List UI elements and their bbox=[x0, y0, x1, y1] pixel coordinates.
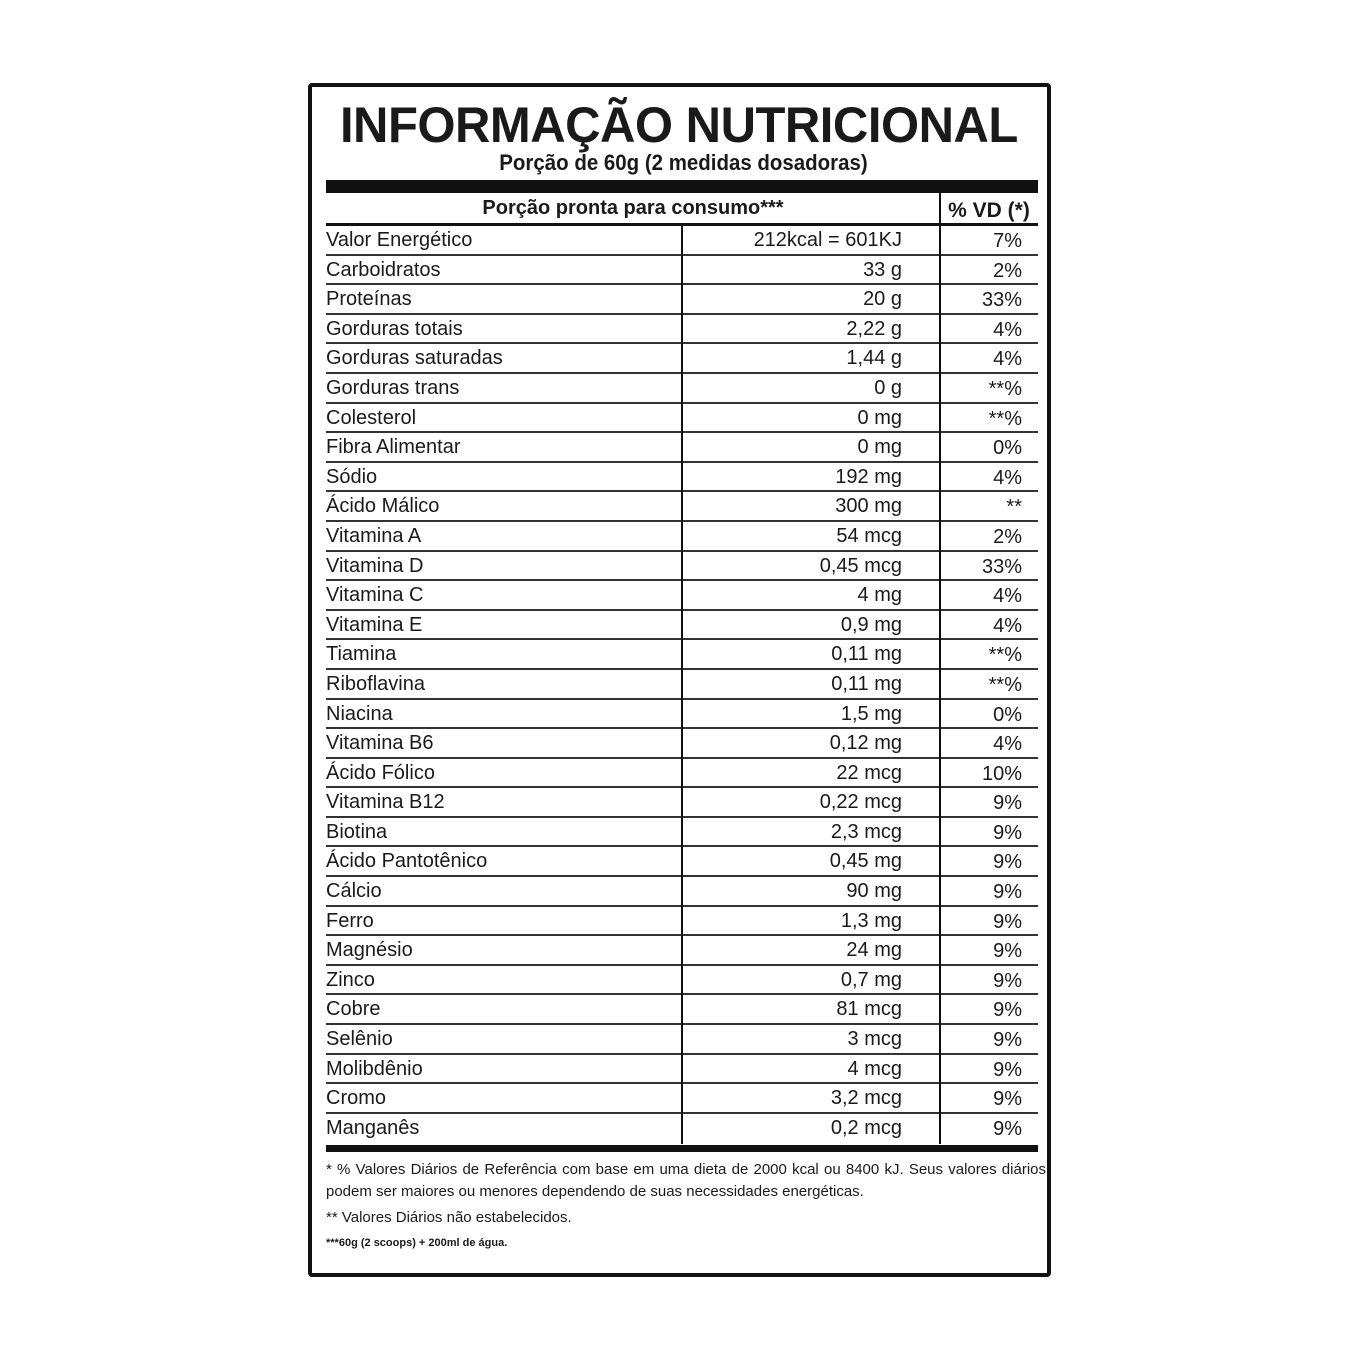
nutrient-name: Vitamina B12 bbox=[326, 791, 445, 814]
column-divider bbox=[939, 847, 941, 877]
table-row bbox=[326, 1055, 1038, 1085]
column-divider bbox=[939, 404, 941, 434]
nutrient-amount: 212kcal = 601KJ bbox=[753, 229, 902, 251]
nutrient-name: Ácido Fólico bbox=[326, 761, 435, 784]
table-row bbox=[326, 492, 1038, 522]
label-title: INFORMAÇÃO NUTRICIONAL bbox=[339, 97, 1018, 153]
nutrient-name: Vitamina A bbox=[326, 524, 422, 547]
table-row bbox=[326, 522, 1038, 552]
nutrient-vd: 4% bbox=[993, 614, 1022, 637]
nutrient-name: Proteínas bbox=[326, 288, 412, 311]
nutrient-vd: 9% bbox=[993, 999, 1022, 1022]
nutrient-name: Ácido Málico bbox=[326, 495, 440, 518]
column-divider bbox=[939, 788, 941, 818]
table-row bbox=[326, 1084, 1038, 1114]
nutrient-vd: 33% bbox=[981, 555, 1022, 578]
table-row bbox=[326, 226, 1038, 256]
nutrient-vd: 0% bbox=[993, 703, 1022, 726]
nutrient-vd: 9% bbox=[993, 1088, 1022, 1111]
nutrient-vd: 4% bbox=[993, 318, 1022, 341]
nutrient-vd: 9% bbox=[993, 1117, 1022, 1140]
table-row bbox=[326, 463, 1038, 493]
table-row bbox=[326, 640, 1038, 670]
nutrient-vd: 4% bbox=[993, 733, 1022, 756]
nutrient-name: Fibra Alimentar bbox=[326, 436, 461, 459]
column-divider bbox=[939, 256, 941, 286]
nutrient-vd: 9% bbox=[993, 940, 1022, 963]
nutrient-amount: 0,2 mcg bbox=[830, 1116, 902, 1139]
footnote-not-established: ** Valores Diários não estabelecidos. bbox=[326, 1209, 572, 1226]
column-divider bbox=[939, 226, 941, 256]
column-divider bbox=[939, 344, 941, 374]
nutrient-name: Molibdênio bbox=[326, 1057, 423, 1080]
nutrient-amount: 0,11 mg bbox=[831, 643, 902, 666]
column-divider bbox=[939, 463, 941, 493]
nutrient-amount: 192 mg bbox=[835, 465, 902, 488]
nutrient-name: Biotina bbox=[326, 820, 388, 843]
nutrient-name: Sódio bbox=[326, 465, 378, 488]
nutrient-amount: 90 mg bbox=[846, 880, 902, 903]
nutrient-vd: 0% bbox=[993, 437, 1022, 460]
nutrient-name: Cálcio bbox=[326, 880, 382, 903]
nutrient-amount: 33 g bbox=[863, 258, 902, 281]
nutrient-vd: **% bbox=[988, 377, 1022, 400]
table-row bbox=[326, 374, 1038, 404]
column-divider bbox=[939, 1114, 941, 1144]
table-row bbox=[326, 1114, 1038, 1144]
column-divider bbox=[939, 729, 941, 759]
nutrient-amount: 0,9 mg bbox=[840, 613, 902, 636]
nutrient-vd: 4% bbox=[993, 585, 1022, 608]
nutrient-name: Valor Energético bbox=[326, 229, 473, 251]
nutrient-amount: 0,7 mg bbox=[840, 968, 902, 991]
table-row bbox=[326, 433, 1038, 463]
column-divider bbox=[939, 581, 941, 611]
nutrient-name: Gorduras totais bbox=[326, 317, 463, 340]
nutrient-name: Colesterol bbox=[326, 406, 417, 429]
table-row bbox=[326, 670, 1038, 700]
nutrient-amount: 54 mcg bbox=[836, 524, 902, 547]
nutrient-vd: **% bbox=[988, 673, 1022, 696]
nutrient-amount: 24 mg bbox=[846, 939, 902, 962]
column-divider bbox=[939, 1025, 941, 1055]
nutrient-vd: 2% bbox=[993, 259, 1022, 282]
nutrition-facts-label bbox=[308, 83, 1051, 1277]
table-row bbox=[326, 877, 1038, 907]
nutrient-vd: 9% bbox=[993, 1029, 1022, 1052]
nutrient-name: Selênio bbox=[326, 1028, 393, 1051]
column-divider bbox=[939, 1055, 941, 1085]
column-divider bbox=[939, 522, 941, 552]
nutrient-name: Niacina bbox=[326, 702, 393, 725]
nutrient-amount: 1,3 mg bbox=[840, 909, 902, 932]
column-divider bbox=[939, 877, 941, 907]
nutrient-name: Vitamina D bbox=[326, 554, 424, 577]
column-divider bbox=[939, 433, 941, 463]
nutrient-name: Zinco bbox=[326, 968, 375, 991]
nutrient-name: Carboidratos bbox=[326, 258, 441, 281]
nutrient-amount: 3,2 mcg bbox=[830, 1087, 902, 1110]
nutrient-name: Ferro bbox=[326, 909, 374, 932]
column-divider bbox=[939, 1084, 941, 1114]
nutrient-amount: 1,5 mg bbox=[840, 702, 902, 725]
nutrient-amount: 0,45 mcg bbox=[819, 554, 902, 577]
nutrient-amount: 0 mg bbox=[857, 436, 902, 459]
nutrient-vd: 2% bbox=[993, 525, 1022, 548]
nutrient-vd: 33% bbox=[981, 289, 1022, 312]
column-divider bbox=[939, 818, 941, 848]
nutrient-vd: ** bbox=[1006, 496, 1022, 519]
table-row bbox=[326, 315, 1038, 345]
table-row bbox=[326, 847, 1038, 877]
nutrient-name: Gorduras saturadas bbox=[326, 347, 503, 370]
table-row bbox=[326, 936, 1038, 966]
nutrient-name: Tiamina bbox=[326, 643, 397, 666]
column-divider bbox=[939, 759, 941, 789]
table-row bbox=[326, 995, 1038, 1025]
column-divider bbox=[939, 552, 941, 582]
column-divider bbox=[939, 966, 941, 996]
thick-divider bbox=[326, 180, 1038, 193]
nutrient-name: Cromo bbox=[326, 1087, 387, 1110]
nutrient-amount: 2,3 mcg bbox=[830, 820, 902, 843]
header-vd: % VD (*) bbox=[948, 199, 1030, 222]
nutrient-name: Vitamina B6 bbox=[326, 732, 434, 755]
nutrient-amount: 0,45 mg bbox=[829, 850, 902, 873]
nutrient-amount: 300 mg bbox=[835, 495, 902, 518]
nutrient-amount: 0 g bbox=[874, 376, 902, 399]
table-row bbox=[326, 404, 1038, 434]
nutrient-vd: 9% bbox=[993, 910, 1022, 933]
nutrient-table bbox=[326, 226, 1038, 1143]
nutrient-vd: 10% bbox=[981, 762, 1022, 785]
column-divider bbox=[939, 907, 941, 937]
table-row bbox=[326, 729, 1038, 759]
nutrient-name: Riboflavina bbox=[326, 672, 425, 695]
nutrient-name: Manganês bbox=[326, 1116, 420, 1139]
nutrient-amount: 0,11 mg bbox=[831, 672, 902, 695]
nutrient-vd: 4% bbox=[993, 348, 1022, 371]
column-divider bbox=[939, 492, 941, 522]
nutrient-vd: 9% bbox=[993, 792, 1022, 815]
nutrient-amount: 4 mcg bbox=[847, 1057, 902, 1080]
table-header bbox=[326, 193, 1038, 226]
table-row bbox=[326, 1025, 1038, 1055]
column-divider bbox=[939, 611, 941, 641]
table-row bbox=[326, 818, 1038, 848]
nutrient-amount: 0,22 mcg bbox=[819, 791, 902, 814]
table-row bbox=[326, 966, 1038, 996]
bottom-divider bbox=[326, 1145, 1038, 1152]
nutrient-amount: 0,12 mg bbox=[829, 732, 902, 755]
nutrient-name: Ácido Pantotênico bbox=[326, 850, 488, 873]
footnote-daily-values: * % Valores Diários de Referência com base em uma dieta de 2000 kcal ou 8400 kJ. Seus valores diários podem ser maiores ou menores dependendo de suas necessidades energéticas. bbox=[326, 1161, 1046, 1200]
nutrient-vd: 9% bbox=[993, 851, 1022, 874]
nutrient-amount: 3 mcg bbox=[847, 1028, 902, 1051]
nutrient-vd: 9% bbox=[993, 881, 1022, 904]
table-row bbox=[326, 611, 1038, 641]
table-row bbox=[326, 907, 1038, 937]
column-divider bbox=[939, 640, 941, 670]
table-row bbox=[326, 552, 1038, 582]
column-divider bbox=[939, 670, 941, 700]
nutrient-amount: 81 mcg bbox=[836, 998, 902, 1021]
nutrient-vd: 9% bbox=[993, 1058, 1022, 1081]
table-row bbox=[326, 700, 1038, 730]
nutrient-name: Vitamina C bbox=[326, 584, 424, 607]
serving-size: Porção de 60g (2 medidas dosadoras) bbox=[499, 150, 868, 175]
nutrient-vd: 4% bbox=[993, 466, 1022, 489]
column-divider bbox=[939, 315, 941, 345]
column-divider bbox=[939, 936, 941, 966]
nutrient-name: Gorduras trans bbox=[326, 376, 460, 399]
column-divider bbox=[939, 374, 941, 404]
nutrient-amount: 22 mcg bbox=[836, 761, 902, 784]
nutrient-name: Magnésio bbox=[326, 939, 413, 962]
table-row bbox=[326, 759, 1038, 789]
column-divider bbox=[939, 700, 941, 730]
nutrient-amount: 0 mg bbox=[857, 406, 902, 429]
nutrient-vd: 9% bbox=[993, 969, 1022, 992]
table-row bbox=[326, 344, 1038, 374]
nutrient-name: Vitamina E bbox=[326, 613, 423, 636]
nutrient-vd: **% bbox=[988, 407, 1022, 430]
header-serving: Porção pronta para consumo*** bbox=[482, 197, 784, 219]
table-row bbox=[326, 581, 1038, 611]
nutrient-vd: 7% bbox=[993, 230, 1022, 252]
nutrient-amount: 2,22 g bbox=[846, 317, 902, 340]
nutrient-amount: 20 g bbox=[863, 288, 902, 311]
nutrient-amount: 1,44 g bbox=[846, 347, 902, 370]
table-row bbox=[326, 256, 1038, 286]
nutrient-name: Cobre bbox=[326, 998, 381, 1021]
footnote-preparation: ***60g (2 scoops) + 200ml de água. bbox=[326, 1237, 508, 1249]
column-divider bbox=[939, 285, 941, 315]
column-divider bbox=[939, 995, 941, 1025]
table-row bbox=[326, 788, 1038, 818]
table-row bbox=[326, 285, 1038, 315]
nutrient-vd: 9% bbox=[993, 821, 1022, 844]
nutrient-vd: **% bbox=[988, 644, 1022, 667]
nutrient-amount: 4 mg bbox=[857, 584, 902, 607]
